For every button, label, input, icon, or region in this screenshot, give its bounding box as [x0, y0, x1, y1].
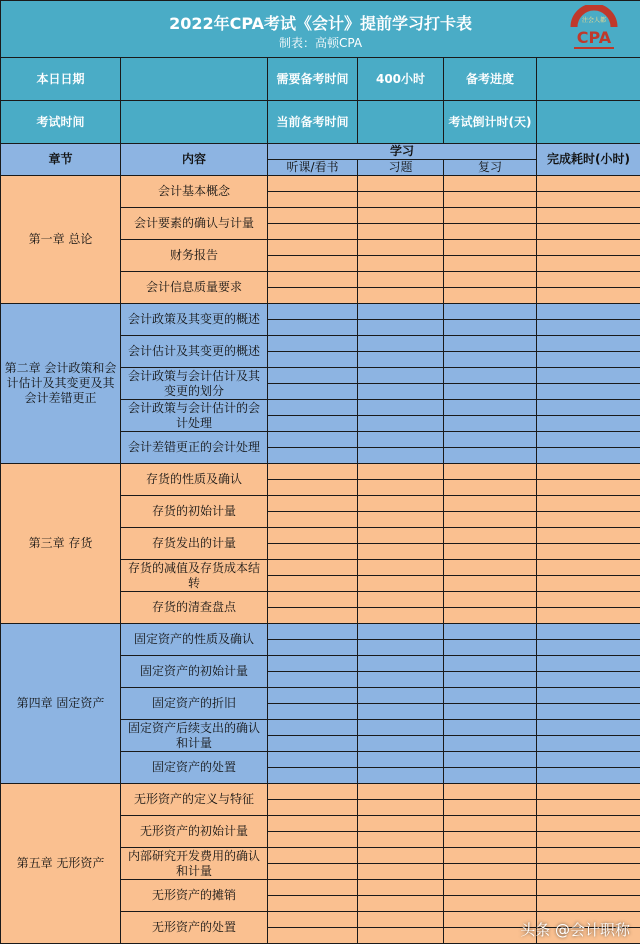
review-cell[interactable] — [444, 832, 537, 848]
listen-read-cell[interactable] — [268, 720, 358, 736]
current-time-label: 当前备考时间 — [268, 101, 358, 144]
table-row — [1, 624, 640, 640]
listen-read-cell[interactable] — [268, 448, 358, 464]
review-cell[interactable] — [444, 256, 537, 272]
review-cell[interactable] — [444, 208, 537, 224]
topic-cell: 会计信息质量要求 — [121, 272, 268, 304]
topic-cell: 会计政策及其变更的概述 — [121, 304, 268, 336]
exercise-cell[interactable] — [358, 208, 444, 224]
sheet-subtitle: 制表：高顿CPA — [279, 36, 363, 50]
topic-cell: 会计要素的确认与计量 — [121, 208, 268, 240]
time-cell[interactable] — [537, 768, 640, 784]
listen-read-cell[interactable] — [268, 336, 358, 352]
listen-read-cell[interactable] — [268, 656, 358, 672]
listen-read-cell[interactable] — [268, 784, 358, 800]
exercise-cell[interactable] — [358, 832, 444, 848]
exercise-cell[interactable] — [358, 560, 444, 576]
exercise-cell[interactable] — [358, 384, 444, 400]
review-cell[interactable] — [444, 672, 537, 688]
chapter-cell: 第四章 固定资产 — [1, 624, 121, 784]
info-row-1 — [1, 58, 640, 101]
listen-read-cell[interactable] — [268, 384, 358, 400]
topic-cell: 存货的减值及存货成本结转 — [121, 560, 268, 592]
time-cell[interactable] — [537, 192, 640, 208]
countdown-value[interactable] — [537, 101, 640, 144]
review-cell[interactable] — [444, 448, 537, 464]
table-row — [1, 784, 640, 800]
time-cell[interactable] — [537, 304, 640, 320]
exercise-cell[interactable] — [358, 224, 444, 240]
review-cell[interactable] — [444, 736, 537, 752]
exam-time-label: 考试时间 — [1, 101, 121, 144]
listen-read-cell[interactable] — [268, 896, 358, 912]
review-cell[interactable] — [444, 656, 537, 672]
listen-read-cell[interactable] — [268, 800, 358, 816]
time-cell[interactable] — [537, 736, 640, 752]
topic-cell: 存货的初始计量 — [121, 496, 268, 528]
exercise-cell[interactable] — [358, 784, 444, 800]
review-cell[interactable] — [444, 176, 537, 192]
review-cell[interactable] — [444, 544, 537, 560]
review-cell[interactable] — [444, 304, 537, 320]
listen-read-cell[interactable] — [268, 304, 358, 320]
time-cell[interactable] — [537, 624, 640, 640]
review-cell[interactable] — [444, 592, 537, 608]
info-row-2 — [1, 101, 640, 144]
logo-main-text: CPA — [576, 28, 612, 47]
time-cell[interactable] — [537, 592, 640, 608]
listen-read-cell[interactable] — [268, 272, 358, 288]
review-cell[interactable] — [444, 560, 537, 576]
listen-read-cell[interactable] — [268, 816, 358, 832]
exercise-cell[interactable] — [358, 432, 444, 448]
topic-cell: 固定资产的折旧 — [121, 688, 268, 720]
study-header: 学习 — [268, 144, 537, 160]
time-cell[interactable] — [537, 560, 640, 576]
review-cell[interactable] — [444, 512, 537, 528]
review-cell[interactable] — [444, 896, 537, 912]
exercise-cell[interactable] — [358, 848, 444, 864]
exercise-cell[interactable] — [358, 656, 444, 672]
chapter-cell: 第五章 无形资产 — [1, 784, 121, 944]
date-value[interactable] — [121, 58, 268, 101]
review-cell[interactable] — [444, 800, 537, 816]
review-cell[interactable] — [444, 624, 537, 640]
listen-read-cell[interactable] — [268, 880, 358, 896]
listen-read-cell[interactable] — [268, 496, 358, 512]
exercise-cell[interactable] — [358, 496, 444, 512]
time-cell[interactable] — [537, 480, 640, 496]
exercise-cell[interactable] — [358, 752, 444, 768]
current-time-value[interactable] — [358, 101, 444, 144]
time-cell[interactable] — [537, 528, 640, 544]
sheet-title: 2022年CPA考试《会计》提前学习打卡表 — [169, 14, 472, 33]
review-cell[interactable] — [444, 768, 537, 784]
topic-cell: 存货的清查盘点 — [121, 592, 268, 624]
time-cell[interactable] — [537, 496, 640, 512]
review-cell[interactable] — [444, 336, 537, 352]
listen-read-cell[interactable] — [268, 560, 358, 576]
topic-cell: 会计差错更正的会计处理 — [121, 432, 268, 464]
logo-arc-text: 注会人都 — [582, 17, 607, 24]
listen-read-cell[interactable] — [268, 704, 358, 720]
topic-cell: 无形资产的定义与特征 — [121, 784, 268, 816]
review-cell[interactable] — [444, 240, 537, 256]
listen-read-cell[interactable] — [268, 736, 358, 752]
header-row-1 — [1, 144, 640, 160]
review-cell[interactable] — [444, 864, 537, 880]
time-cell[interactable] — [537, 224, 640, 240]
listen-read-cell[interactable] — [268, 640, 358, 656]
exam-time-value[interactable] — [121, 101, 268, 144]
exercise-cell[interactable] — [358, 400, 444, 416]
time-cell[interactable] — [537, 336, 640, 352]
topic-cell: 财务报告 — [121, 240, 268, 272]
topic-cell: 固定资产的初始计量 — [121, 656, 268, 688]
review-cell[interactable] — [444, 720, 537, 736]
listen-read-cell[interactable] — [268, 832, 358, 848]
time-cell[interactable] — [537, 368, 640, 384]
listen-read-cell[interactable] — [268, 176, 358, 192]
review-cell[interactable] — [444, 400, 537, 416]
time-header: 完成耗时(小时) — [537, 144, 640, 176]
listen-read-cell[interactable] — [268, 624, 358, 640]
listen-read-cell[interactable] — [268, 480, 358, 496]
listen-read-cell[interactable] — [268, 464, 358, 480]
listen-read-cell[interactable] — [268, 512, 358, 528]
topic-cell: 固定资产后续支出的确认和计量 — [121, 720, 268, 752]
exercise-cell[interactable] — [358, 736, 444, 752]
topic-cell: 无形资产的初始计量 — [121, 816, 268, 848]
exercise-cell[interactable] — [358, 928, 444, 944]
exercise-cell[interactable] — [358, 800, 444, 816]
topic-cell: 存货发出的计量 — [121, 528, 268, 560]
time-cell[interactable] — [537, 432, 640, 448]
time-cell[interactable] — [537, 544, 640, 560]
content-header: 内容 — [121, 144, 268, 176]
review-header: 复习 — [444, 160, 537, 176]
exercise-cell[interactable] — [358, 256, 444, 272]
exercise-cell[interactable] — [358, 336, 444, 352]
review-cell[interactable] — [444, 704, 537, 720]
exercise-cell[interactable] — [358, 768, 444, 784]
required-time-value[interactable]: 400小时 — [358, 58, 444, 101]
exercise-cell[interactable] — [358, 864, 444, 880]
exercise-cell[interactable] — [358, 352, 444, 368]
listen-read-cell[interactable] — [268, 672, 358, 688]
exercise-cell[interactable] — [358, 288, 444, 304]
chapter-cell: 第三章 存货 — [1, 464, 121, 624]
listen-read-cell[interactable] — [268, 288, 358, 304]
topic-cell: 会计基本概念 — [121, 176, 268, 208]
time-cell[interactable] — [537, 176, 640, 192]
exercise-cell[interactable] — [358, 672, 444, 688]
title-banner — [1, 1, 640, 58]
review-cell[interactable] — [444, 464, 537, 480]
exercise-cell[interactable] — [358, 880, 444, 896]
listen-read-cell[interactable] — [268, 912, 358, 928]
topic-cell: 固定资产的性质及确认 — [121, 624, 268, 656]
exercise-cell[interactable] — [358, 896, 444, 912]
listen-read-cell[interactable] — [268, 544, 358, 560]
exercise-cell[interactable] — [358, 464, 444, 480]
review-cell[interactable] — [444, 640, 537, 656]
review-cell[interactable] — [444, 480, 537, 496]
topic-cell: 固定资产的处置 — [121, 752, 268, 784]
time-cell[interactable] — [537, 672, 640, 688]
time-cell[interactable] — [537, 800, 640, 816]
review-cell[interactable] — [444, 528, 537, 544]
listen-read-cell[interactable] — [268, 864, 358, 880]
listen-read-cell[interactable] — [268, 208, 358, 224]
chapter-cell: 第二章 会计政策和会计估计及其变更及其会计差错更正 — [1, 304, 121, 464]
progress-value[interactable] — [537, 58, 640, 101]
listen-read-cell[interactable] — [268, 752, 358, 768]
review-cell[interactable] — [444, 848, 537, 864]
time-cell[interactable] — [537, 688, 640, 704]
exercise-cell[interactable] — [358, 912, 444, 928]
time-cell[interactable] — [537, 608, 640, 624]
time-cell[interactable] — [537, 288, 640, 304]
review-cell[interactable] — [444, 272, 537, 288]
exercise-cell[interactable] — [358, 640, 444, 656]
exercise-cell[interactable] — [358, 304, 444, 320]
exercise-cell[interactable] — [358, 480, 444, 496]
listen-read-cell[interactable] — [268, 320, 358, 336]
date-label: 本日日期 — [1, 58, 121, 101]
review-cell[interactable] — [444, 320, 537, 336]
review-cell[interactable] — [444, 496, 537, 512]
listen-read-cell[interactable] — [268, 240, 358, 256]
chapter-header: 章节 — [1, 144, 121, 176]
time-cell[interactable] — [537, 752, 640, 768]
listen-read-cell[interactable] — [268, 368, 358, 384]
exercise-cell[interactable] — [358, 720, 444, 736]
time-cell[interactable] — [537, 416, 640, 432]
topic-cell: 会计政策与会计估计及其变更的划分 — [121, 368, 268, 400]
topic-cell: 无形资产的摊销 — [121, 880, 268, 912]
review-cell[interactable] — [444, 352, 537, 368]
listen-read-cell[interactable] — [268, 576, 358, 592]
exercise-cell[interactable] — [358, 704, 444, 720]
table-row — [1, 464, 640, 480]
exercise-cell[interactable] — [358, 608, 444, 624]
time-cell[interactable] — [537, 896, 640, 912]
review-cell[interactable] — [444, 752, 537, 768]
review-cell[interactable] — [444, 432, 537, 448]
exercise-cell[interactable] — [358, 544, 444, 560]
listen-read-cell[interactable] — [268, 352, 358, 368]
topic-cell: 会计政策与会计估计的会计处理 — [121, 400, 268, 432]
listen-read-cell[interactable] — [268, 432, 358, 448]
progress-label: 备考进度 — [444, 58, 537, 101]
table-row — [1, 304, 640, 320]
time-cell[interactable] — [537, 256, 640, 272]
exercise-cell[interactable] — [358, 192, 444, 208]
required-time-label: 需要备考时间 — [268, 58, 358, 101]
time-cell[interactable] — [537, 272, 640, 288]
time-cell[interactable] — [537, 448, 640, 464]
review-cell[interactable] — [444, 880, 537, 896]
time-cell[interactable] — [537, 880, 640, 896]
time-cell[interactable] — [537, 704, 640, 720]
exercise-cell[interactable] — [358, 320, 444, 336]
review-cell[interactable] — [444, 224, 537, 240]
table-row — [1, 176, 640, 192]
time-cell[interactable] — [537, 864, 640, 880]
exercise-cell[interactable] — [358, 240, 444, 256]
time-cell[interactable] — [537, 720, 640, 736]
review-cell[interactable] — [444, 816, 537, 832]
cpa-logo — [568, 5, 620, 53]
exercise-cell[interactable] — [358, 272, 444, 288]
topic-cell: 内部研究开发费用的确认和计量 — [121, 848, 268, 880]
time-cell[interactable] — [537, 640, 640, 656]
listen-read-cell[interactable] — [268, 608, 358, 624]
listen-read-cell[interactable] — [268, 400, 358, 416]
countdown-label: 考试倒计时(天) — [444, 101, 537, 144]
time-cell[interactable] — [537, 848, 640, 864]
exercise-cell[interactable] — [358, 688, 444, 704]
chapter-cell: 第一章 总论 — [1, 176, 121, 304]
time-cell[interactable] — [537, 240, 640, 256]
time-cell[interactable] — [537, 400, 640, 416]
time-cell[interactable] — [537, 352, 640, 368]
exercise-cell[interactable] — [358, 512, 444, 528]
review-cell[interactable] — [444, 384, 537, 400]
listen-read-cell[interactable] — [268, 768, 358, 784]
exercise-cell[interactable] — [358, 176, 444, 192]
time-cell[interactable] — [537, 656, 640, 672]
review-cell[interactable] — [444, 368, 537, 384]
review-cell[interactable] — [444, 192, 537, 208]
listen-read-cell[interactable] — [268, 688, 358, 704]
exercise-cell[interactable] — [358, 576, 444, 592]
listen-read-cell[interactable] — [268, 224, 358, 240]
exercise-cell[interactable] — [358, 416, 444, 432]
time-cell[interactable] — [537, 208, 640, 224]
exercise-cell[interactable] — [358, 528, 444, 544]
review-cell[interactable] — [444, 688, 537, 704]
exercise-cell[interactable] — [358, 816, 444, 832]
exercise-cell[interactable] — [358, 624, 444, 640]
listen-read-cell[interactable] — [268, 192, 358, 208]
topic-cell: 会计估计及其变更的概述 — [121, 336, 268, 368]
topic-cell: 存货的性质及确认 — [121, 464, 268, 496]
time-cell[interactable] — [537, 384, 640, 400]
review-cell[interactable] — [444, 576, 537, 592]
review-cell[interactable] — [444, 608, 537, 624]
time-cell[interactable] — [537, 832, 640, 848]
time-cell[interactable] — [537, 784, 640, 800]
exercise-cell[interactable] — [358, 448, 444, 464]
review-cell[interactable] — [444, 784, 537, 800]
review-cell[interactable] — [444, 416, 537, 432]
time-cell[interactable] — [537, 512, 640, 528]
listen-read-cell[interactable] — [268, 256, 358, 272]
listen-read-cell[interactable] — [268, 848, 358, 864]
time-cell[interactable] — [537, 816, 640, 832]
time-cell[interactable] — [537, 320, 640, 336]
exercise-cell[interactable] — [358, 368, 444, 384]
listen-read-cell[interactable] — [268, 528, 358, 544]
exercise-cell[interactable] — [358, 592, 444, 608]
topic-cell: 无形资产的处置 — [121, 912, 268, 944]
time-cell[interactable] — [537, 464, 640, 480]
watermark: 头条 @会计职称 — [520, 921, 630, 939]
listen-read-cell[interactable] — [268, 592, 358, 608]
listen-read-cell[interactable] — [268, 928, 358, 944]
time-cell[interactable] — [537, 576, 640, 592]
listen-read-header: 听课/看书 — [268, 160, 358, 176]
review-cell[interactable] — [444, 288, 537, 304]
exercise-header: 习题 — [358, 160, 444, 176]
listen-read-cell[interactable] — [268, 416, 358, 432]
